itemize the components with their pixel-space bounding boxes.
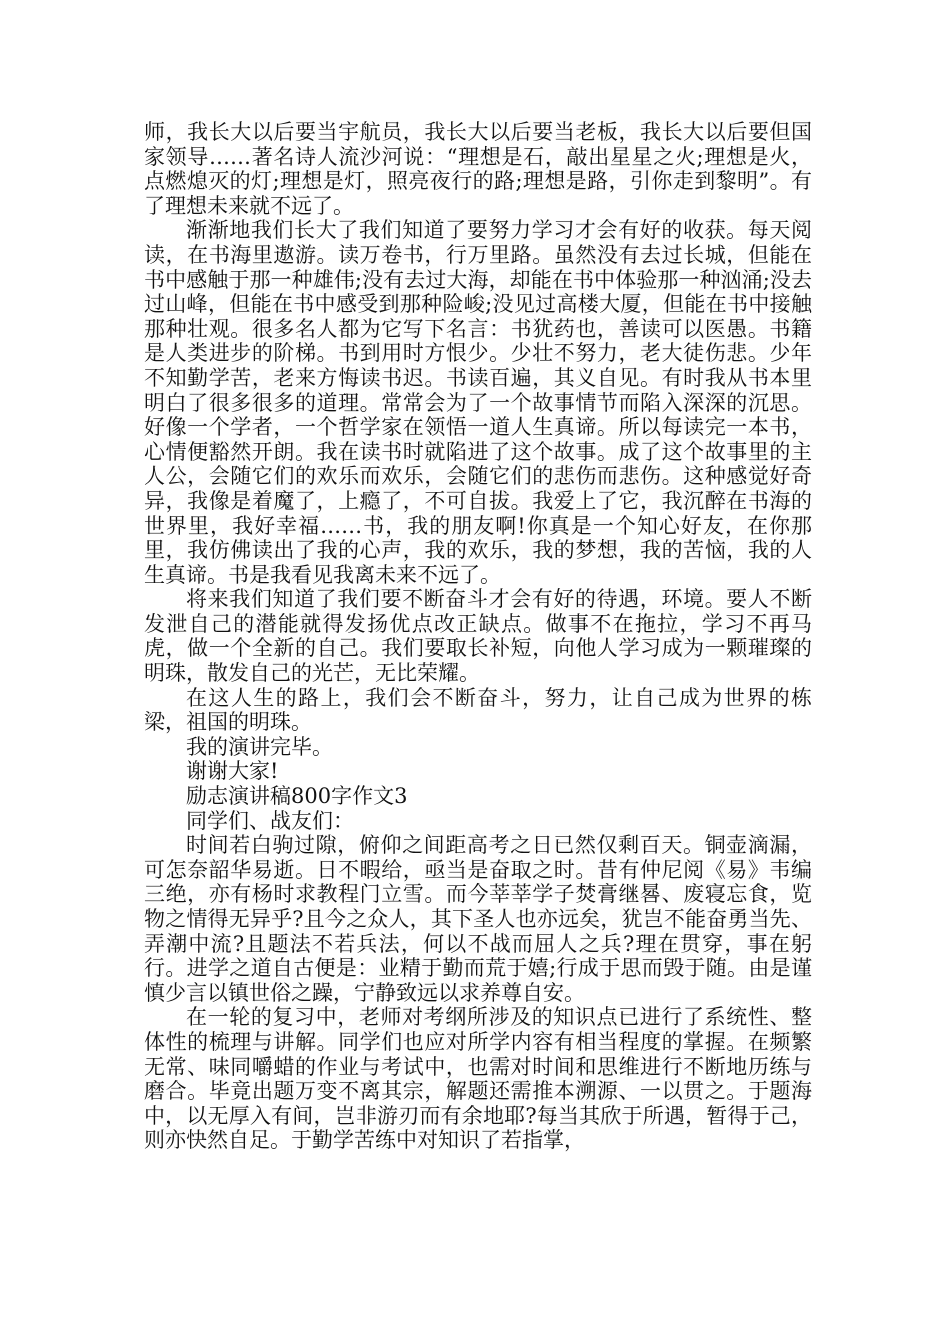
closing-line-2: 谢谢大家! bbox=[186, 759, 279, 784]
paragraph-5: 时间若白驹过隙，俯仰之间距高考之日已然仅剩百天。铜壶滴漏，可怎奈韶华易逝。日不暇给，亟当是奋取之时。昔有仲尼阅《易》韦编三绝，亦有杨时求教程门立雪。而今莘莘学子焚膏继晷、废寝忘食，览物之情得无异乎?且今之众人，其下圣人也亦远矣，犹岂不能奋勇当先、弄潮中流?且题法不若兵法，何以不战而屈人之兵?理在贯穿，事在躬行。进学之道自古便是：业精于勤而荒于嬉;行成于思而毁于随。由是谨慎少言以镇世俗之躁，宁静致远以求养尊自安。 bbox=[144, 833, 812, 1005]
paragraph-1: 师，我长大以后要当宇航员，我长大以后要当老板，我长大以后要但国家领导……著名诗人流沙河说：“理想是石，敲出星星之火;理想是火，点燃熄灭的灯;理想是灯，照亮夜行的路;理想是路，引你走到黎明”。有了理想未来就不远了。 bbox=[144, 120, 812, 218]
paragraph-2: 渐渐地我们长大了我们知道了要努力学习才会有好的收获。每天阅读，在书海里遨游。读万卷书，行万里路。虽然没有去过长城，但能在书中感触于那一种雄伟;没有去过大海，却能在书中体验那一种汹涌;没去过山峰，但能在书中感受到那种险峻;没见过高楼大厦，但能在书中接触那种壮观。很多名人都为它写下名言：书犹药也，善读可以医愚。书籍是人类进步的阶梯。书到用时方恨少。少壮不努力，老大徒伤悲。少年不知勤学苦，老来方悔读书迟。书读百遍，其义自见。有时我从书本里明白了很多很多的道理。常常会为了一个故事情节而陷入深深的沉思。好像一个学者，一个哲学家在领悟一道人生真谛。所以每读完一本书，心情便豁然开朗。我在读书时就陷进了这个故事。成了这个故事里的主人公，会随它们的欢乐而欢乐，会随它们的悲伤而悲伤。这种感觉好奇异，我像是着魔了，上瘾了，不可自拔。我爱上了它，我沉醉在书海的世界里，我好幸福……书，我的朋友啊!你真是一个知心好友，在你那里，我仿佛读出了我的心声，我的欢乐，我的梦想，我的苦恼，我的人生真谛。书是我看见我离未来不远了。 bbox=[144, 218, 812, 587]
paragraph-3: 将来我们知道了我们要不断奋斗才会有好的待遇，环境。要人不断发泄自己的潜能就得发扬优点改正缺点。做事不在拖拉，学习不再马虎，做一个全新的自己。我们要取长补短，向他人学习成为一颗璀璨的明珠，散发自己的光芒，无比荣耀。 bbox=[144, 587, 812, 686]
paragraph-4: 在这人生的路上，我们会不断奋斗，努力，让自己成为世界的栋梁，祖国的明珠。 bbox=[144, 685, 812, 735]
paragraph-6: 在一轮的复习中，老师对考纲所涉及的知识点已进行了系统性、整体性的梳理与讲解。同学们也应对所学内容有相当程度的掌握。在频繁无常、味同嚼蜡的作业与考试中，也需对时间和思维进行不断地历练与磨合。毕竟出题万变不离其宗，解题还需推本溯源、一以贯之。于题海中，以无厚入有间，岂非游刃而有余地耶?每当其欣于所遇，暂得于己，则亦快然自足。于勤学苦练中对知识了若指掌， bbox=[144, 1005, 812, 1153]
section-title: 励志演讲稿800字作文3 bbox=[186, 784, 408, 809]
document-body bbox=[144, 120, 812, 1153]
closing-line-1: 我的演讲完毕。 bbox=[186, 734, 333, 759]
salutation: 同学们、战友们： bbox=[186, 808, 354, 833]
